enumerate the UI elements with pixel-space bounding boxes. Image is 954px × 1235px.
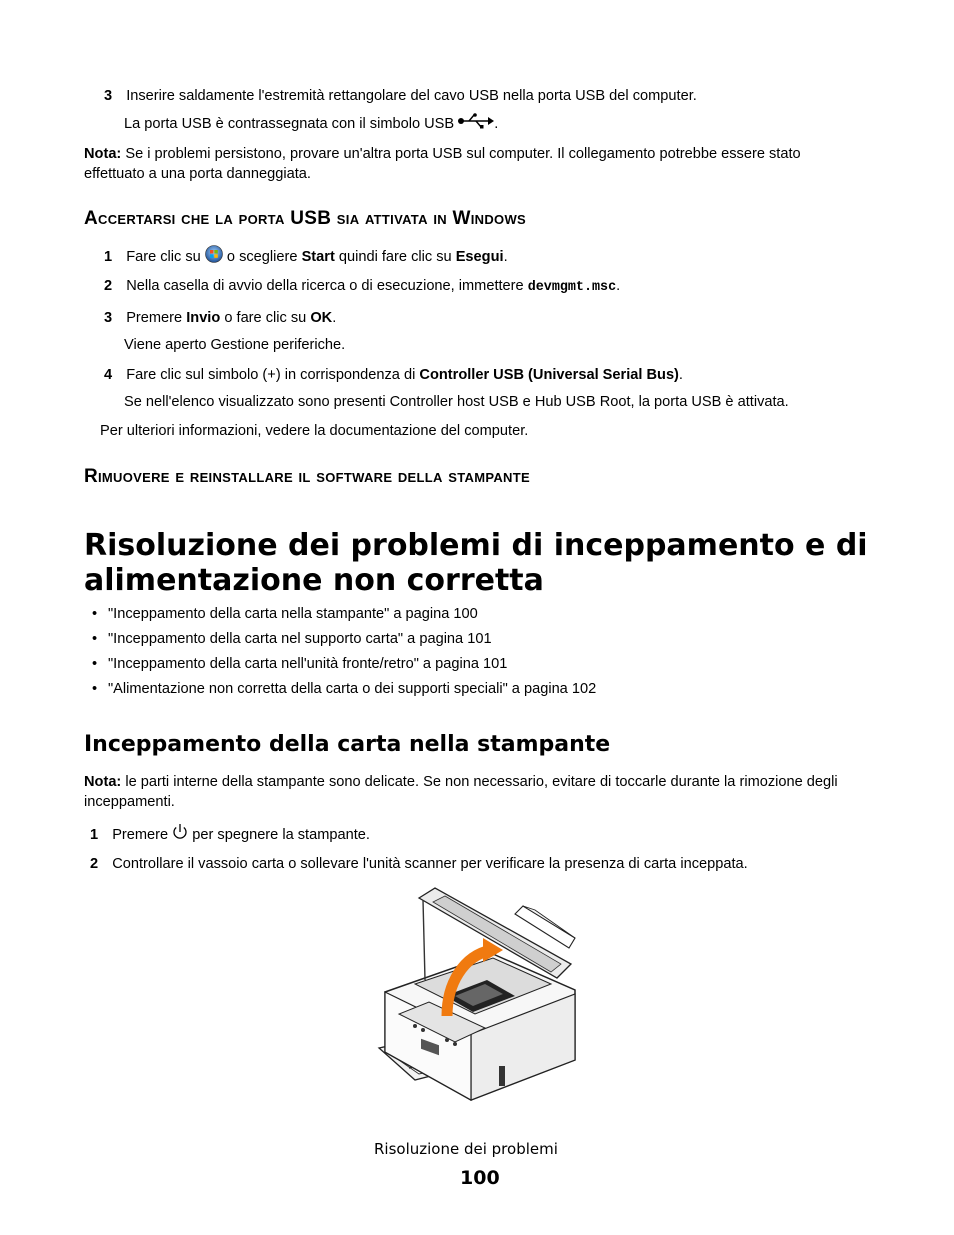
bullet-link[interactable]: "Alimentazione non corretta della carta o dei supporti speciali" a pagina 102	[108, 681, 597, 697]
note-persist-line2: effettuato a una porta danneggiata.	[84, 166, 311, 182]
step-number: 2	[104, 278, 113, 294]
step-number: 3	[104, 88, 113, 104]
step-text: Nella casella di avvio della ricerca o di esecuzione, immettere	[126, 278, 524, 294]
jam-step-1	[90, 823, 370, 847]
step-number: 3	[104, 310, 113, 326]
bullet-icon: •	[92, 606, 98, 622]
note-label: Nota:	[84, 146, 122, 162]
step-text: Fare clic su	[126, 248, 201, 265]
usb-footer-note: Per ulteriori informazioni, vedere la documentazione del computer.	[100, 423, 529, 439]
list-item	[92, 629, 596, 654]
controller-usb-label: Controller USB (Universal Serial Bus)	[419, 367, 679, 383]
step-end: .	[678, 367, 683, 383]
step-number: 1	[90, 826, 99, 843]
step-text: Fare clic sul simbolo (+) in corrispondenza di	[126, 367, 416, 383]
usb-step-4-sub: Se nell'elenco visualizzato sono presenti Controller host USB e Hub USB Root, la porta USB è attivata.	[124, 394, 789, 410]
step-end: .	[616, 278, 621, 294]
note-delicate	[84, 772, 838, 792]
title-line-2: alimentazione non corretta	[84, 563, 544, 598]
usb-step-1	[104, 245, 508, 269]
windows-start-orb-icon	[205, 245, 223, 269]
page-title	[84, 528, 868, 598]
power-icon	[172, 823, 188, 847]
step-text: per spegnere la stampante.	[192, 826, 370, 843]
ok-label: OK	[310, 310, 333, 326]
step-text: quindi fare clic su	[338, 248, 452, 265]
step-text: Premere	[126, 310, 183, 326]
footer-section-name: Risoluzione dei problemi	[374, 1140, 558, 1158]
step-end: .	[332, 310, 337, 326]
list-item	[92, 654, 596, 679]
invio-label: Invio	[186, 310, 221, 326]
note-text: Se i problemi persistono, provare un'altra porta USB sul computer. Il collegamento potrebbe essere stato	[125, 146, 801, 162]
title-line-1: Risoluzione dei problemi di inceppamento e di	[84, 528, 868, 563]
step-text: Controllare il vassoio carta o sollevare l'unità scanner per verificare la presenza di carta inceppata.	[112, 856, 748, 872]
usb-step-3-sub: Viene aperto Gestione periferiche.	[124, 337, 346, 353]
usb-step-4	[104, 365, 683, 385]
page-number: 100	[460, 1167, 500, 1189]
step-number: 2	[90, 856, 99, 872]
list-item	[92, 679, 596, 704]
section-heading-printer-jam: Inceppamento della carta nella stampante	[84, 732, 611, 757]
note-label: Nota:	[84, 774, 122, 790]
printer-open-scanner-illustration	[375, 884, 615, 1111]
bullet-icon: •	[92, 656, 98, 672]
heading-usb-windows: Accertarsi che la porta USB sia attivata in Windows	[84, 208, 527, 229]
jam-step-2	[90, 854, 748, 874]
start-label: Start	[301, 248, 335, 265]
bullet-icon: •	[92, 631, 98, 647]
step-text: Inserire saldamente l'estremità rettangolare del cavo USB nella porta USB del computer.	[126, 88, 697, 104]
step-text: Premere	[112, 826, 169, 843]
step-3-top	[104, 86, 697, 106]
bullet-link[interactable]: "Inceppamento della carta nel supporto carta" a pagina 101	[108, 631, 492, 647]
usb-symbol-icon	[458, 113, 494, 135]
note-delicate-line2: inceppamenti.	[84, 794, 175, 810]
step-number: 4	[104, 367, 113, 383]
note-text: le parti interne della stampante sono delicate. Se non necessario, evitare di toccarle durante la rimozione degli	[125, 774, 838, 790]
esegui-label: Esegui	[455, 248, 504, 265]
step-end: .	[503, 248, 508, 265]
bullet-link[interactable]: "Inceppamento della carta nell'unità fronte/retro" a pagina 101	[108, 656, 508, 672]
step-text: o scegliere	[226, 248, 298, 265]
step-number: 1	[104, 248, 113, 265]
usb-line-text: La porta USB è contrassegnata con il simbolo USB	[124, 115, 455, 132]
list-item	[92, 604, 596, 629]
usb-line-end: .	[494, 115, 499, 132]
command-code: devmgmt.msc	[527, 280, 617, 295]
usb-step-2	[104, 276, 620, 298]
usb-symbol-line	[124, 113, 498, 135]
heading-reinstall-software: Rimuovere e reinstallare il software della stampante	[84, 466, 530, 487]
bullet-icon: •	[92, 681, 98, 697]
usb-step-3	[104, 308, 336, 328]
step-text: o fare clic su	[224, 310, 307, 326]
note-persist	[84, 144, 801, 164]
bullet-list	[92, 604, 596, 704]
bullet-link[interactable]: "Inceppamento della carta nella stampante" a pagina 100	[108, 606, 478, 622]
